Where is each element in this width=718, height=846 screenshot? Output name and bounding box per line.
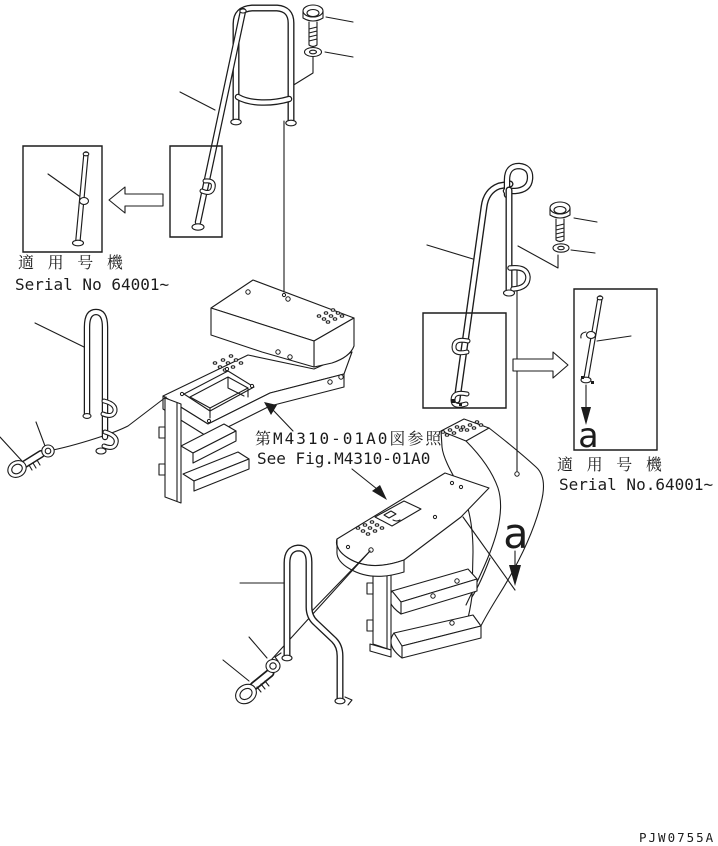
drawing-number: PJW0755A [639, 830, 716, 845]
bolt-lower-left [5, 454, 41, 481]
direction-arrow-left [109, 187, 163, 213]
right-applicability-serial: Serial No.64001~ [559, 475, 714, 494]
washer-top [305, 48, 322, 57]
bolt-right [550, 202, 570, 242]
detail-box-left-content [73, 152, 89, 246]
washer-lower-left [42, 445, 54, 457]
handrail-bottom [275, 548, 352, 705]
washer-right [553, 244, 569, 252]
left-applicability-serial: Serial No 64001~ [15, 275, 170, 294]
right-applicability-jp: 適 用 号 機 [557, 455, 664, 474]
detail-marker-assembly-label: a [503, 509, 529, 558]
detail-box-left [23, 146, 102, 252]
bolt-bottom [232, 673, 270, 708]
washer-bottom [266, 660, 280, 673]
detail-box-right-content [581, 296, 631, 425]
figure-reference-jp: 第M4310-01A0図参照 [255, 429, 444, 448]
figure-reference-en: See Fig.M4310-01A0 [257, 449, 431, 468]
bolt-top [303, 5, 323, 47]
left-applicability-jp: 適 用 号 機 [18, 253, 125, 272]
detail-marker-box-label: a [578, 416, 599, 456]
step-assembly-upper [159, 280, 354, 503]
direction-arrow-right [513, 352, 568, 378]
handrail-left-hairpin [83, 312, 116, 454]
